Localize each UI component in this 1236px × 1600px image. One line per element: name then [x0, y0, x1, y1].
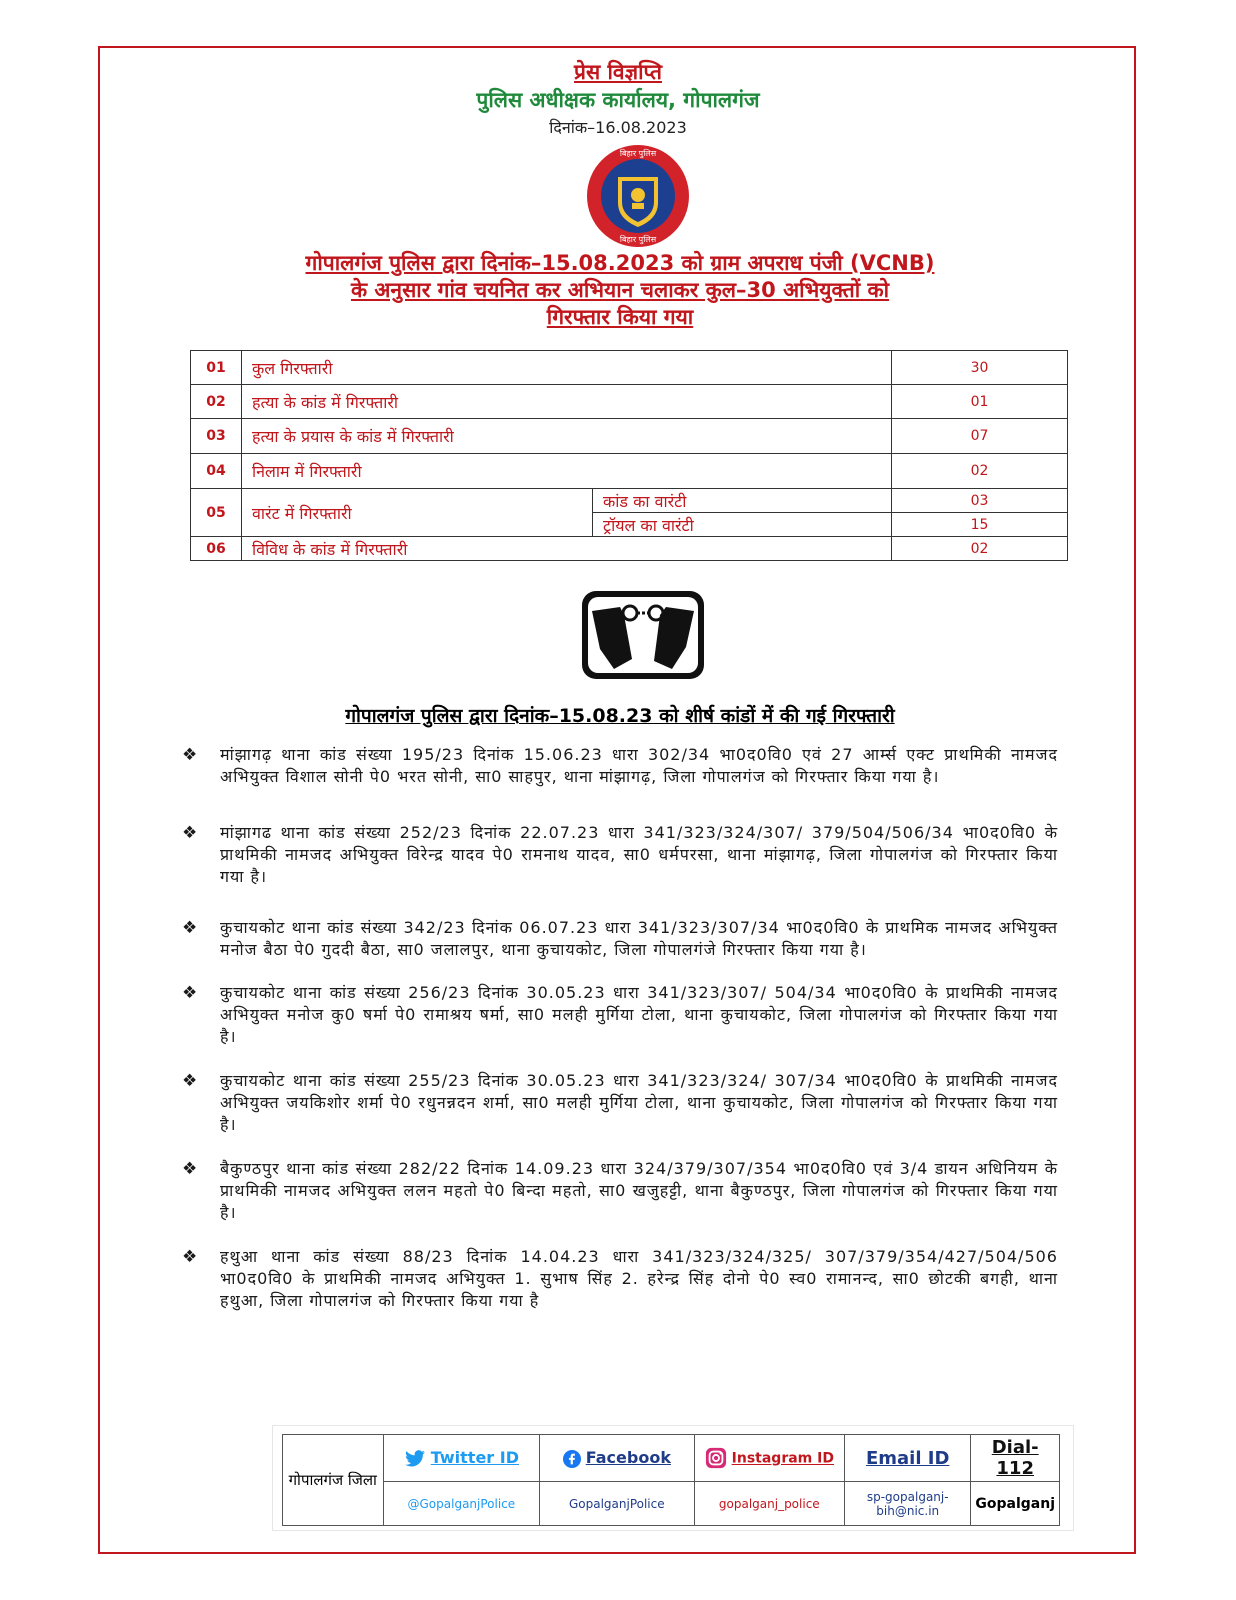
instagram-header — [694, 1435, 845, 1482]
stats-row: 06 विविध के कांड में गिरफ्तारी 02 — [191, 537, 1068, 561]
list-item: ❖ मांझागढ़ थाना कांड संख्या 195/23 दिनांक 15.06.23 धारा 302/34 भा0द0वि0 एवं 27 आर्म्स एक्ट प्राथमिकी नामजद अभियुक्त विशाल सोनी पे0 भरत सोनी, सा0 साहपुर, थाना मांझागढ़, जिला गोपालगंज को गिरफ्तार किया गया है। — [182, 745, 1058, 786]
list-item: ❖ कुचायकोट थाना कांड संख्या 256/23 दिनांक 30.05.23 धारा 341/323/307/ 504/34 भा0द0वि0 के प्राथमिकी नामजद अभियुक्त मनोज कु0 षर्मा पे0 रामाश्रय षर्मा, सा0 मलही मुर्गिया टोला, थाना कुचायकोट, जिला गोपालगंज को गिरफ्तार किया गया है। — [182, 983, 1058, 1046]
district-name: गोपालगंज जिला — [283, 1435, 384, 1526]
main-title: गोपालगंज पुलिस द्वारा दिनांक–15.08.2023 को ग्राम अपराध पंजी (VCNB) के अनुसार गांव चयनित कर अभियान चलाकर कुल–30 अभियुक्तों को गिरफ्तार किया गया — [305, 251, 935, 329]
diamond-bullet-icon: ❖ — [182, 745, 199, 765]
diamond-bullet-icon: ❖ — [182, 1247, 199, 1267]
logo-bottom-text: बिहार पुलिस — [619, 235, 657, 244]
facebook-link[interactable]: Facebook — [585, 1448, 671, 1468]
twitter-link[interactable]: Twitter ID — [430, 1448, 519, 1468]
list-item: ❖ मांझागढ थाना कांड संख्या 252/23 दिनांक 22.07.23 धारा 341/323/324/307/ 379/504/506/34 भा0द0वि0 के प्राथमिकी नामजद अभियुक्त विरेन्द्र यादव पे0 रामनाथ यादव, सा0 धर्मपरसा, थाना मांझागढ़, जिला गोपालगंज को गिरफ्तार किया गया है। — [182, 823, 1058, 886]
list-item: ❖ कुचायकोट थाना कांड संख्या 342/23 दिनांक 06.07.23 धारा 341/323/307/34 भा0द0वि0 के प्राथमिक नामजद अभियुक्त मनोज बैठा पे0 गुददी बैठा, सा0 जलालपुर, थाना कुचायकोट, जिला गोपालगंजे गिरफ्तार किया गया है। — [182, 918, 1058, 959]
dial-label: Dial- 112 — [991, 1437, 1039, 1479]
facebook-icon — [563, 1450, 581, 1468]
office-name: पुलिस अधीक्षक कार्यालय, गोपालगंज — [476, 88, 760, 112]
instagram-icon — [705, 1447, 727, 1469]
list-item: ❖ बैकुण्ठपुर थाना कांड संख्या 282/22 दिनांक 14.09.23 धारा 324/379/307/354 भा0द0वि0 एवं 3/4 डायन अधिनियम के प्राथमिकी नामजद अभियुक्त ललन महतो पे0 बिन्दा महतो, सा0 खजुहट्टी, थाना बैकुण्ठपुर, जिला गोपालगंज को गिरफ्तार किया गया है। — [182, 1159, 1058, 1222]
press-release-heading: प्रेस विज्ञप्ति — [574, 60, 662, 84]
subtitle: गोपालगंज पुलिस द्वारा दिनांक–15.08.23 को शीर्ष कांडों में की गई गिरफ्तारी — [345, 705, 895, 727]
arrest-stats-table — [190, 350, 1068, 561]
diamond-bullet-icon: ❖ — [182, 983, 199, 1003]
logo-top-text: बिहार पुलिस — [619, 149, 657, 158]
twitter-header — [383, 1435, 540, 1482]
email-address[interactable]: sp-gopalganj-bih@nic.in — [845, 1482, 971, 1526]
facebook-handle[interactable]: GopalganjPolice — [540, 1482, 694, 1526]
twitter-icon — [404, 1450, 426, 1468]
facebook-header — [540, 1435, 694, 1482]
instagram-handle[interactable]: gopalganj_police — [694, 1482, 845, 1526]
diamond-bullet-icon: ❖ — [182, 918, 199, 938]
email-header — [845, 1435, 971, 1482]
diamond-bullet-icon: ❖ — [182, 1159, 199, 1179]
dial-location: Gopalganj — [971, 1482, 1060, 1526]
list-item: ❖ कुचायकोट थाना कांड संख्या 255/23 दिनांक 30.05.23 धारा 341/323/324/ 307/34 भा0द0वि0 के प्राथमिकी नामजद अभियुक्त जयकिशोर शर्मा पे0 रधुनन्नदन शर्मा, सा0 मलही मुर्गिया टोला, थाना कुचायकोट, जिला गोपालगंज को गिरफ्तार किया गया है। — [182, 1071, 1058, 1134]
stats-row: 04 निलाम में गिरफ्तारी 02 — [191, 454, 1068, 489]
case-list — [182, 744, 1058, 1312]
email-link[interactable]: Email ID — [865, 1447, 950, 1469]
list-item: ❖ हथुआ थाना कांड संख्या 88/23 दिनांक 14.04.23 धारा 341/323/324/325/ 307/379/354/427/504/506 भा0द0वि0 के प्राथमिकी नामजद अभियुक्त 1. सुभाष सिंह 2. हरेन्द्र सिंह दोनो पे0 स्व0 रामानन्द, सा0 छोटकी बगही, थाना हथुआ, जिला गोपालगंज को गिरफ्तार किया गया है — [182, 1247, 1058, 1310]
handcuffs-icon — [580, 589, 706, 681]
stats-row: 02 हत्या के कांड में गिरफ्तारी 01 — [191, 385, 1068, 419]
twitter-handle[interactable]: @GopalganjPolice — [383, 1482, 540, 1526]
bihar-police-logo-icon — [585, 143, 691, 249]
release-date: दिनांक–16.08.2023 — [549, 118, 687, 137]
contact-footer — [282, 1434, 1060, 1526]
instagram-link[interactable]: Instagram ID — [731, 1450, 834, 1467]
stats-row: 01 कुल गिरफ्तारी 30 — [191, 351, 1068, 385]
stats-row: 05 वारंट में गिरफ्तारी कांड का वारंटी 03 — [191, 489, 1068, 513]
stats-row: 03 हत्या के प्रयास के कांड में गिरफ्तारी 07 — [191, 419, 1068, 454]
dial-header — [971, 1435, 1060, 1482]
stats-row: ट्रॉयल का वारंटी 15 — [191, 513, 1068, 537]
diamond-bullet-icon: ❖ — [182, 823, 199, 843]
diamond-bullet-icon: ❖ — [182, 1071, 199, 1091]
